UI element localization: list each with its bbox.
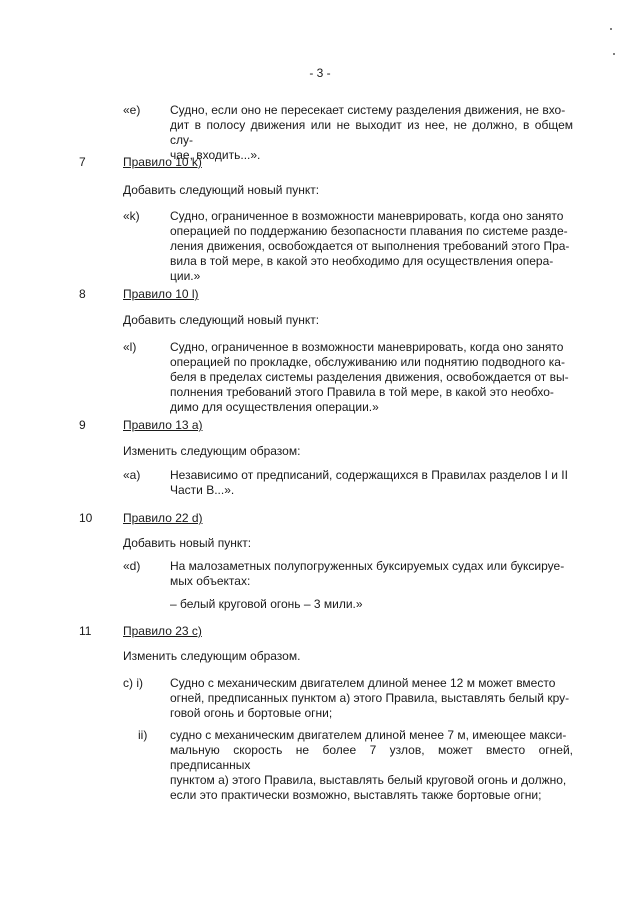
item-e-text	[170, 103, 573, 163]
section-8-text	[170, 340, 573, 415]
text-line: Независимо от предписаний, содержащихся в Правилах разделов I и II	[170, 468, 568, 482]
text-line: Судно, ограниченное в возможности маневрировать, когда оно занято	[170, 340, 564, 354]
section-9-mark: «a)	[123, 468, 141, 482]
scan-speck	[610, 28, 612, 30]
text-line: Судно с механическим двигателем длиной менее 12 м может вместо	[170, 676, 556, 690]
section-8-number: 8	[79, 287, 86, 301]
text-line: Части B...».	[170, 483, 235, 497]
subitem-ii-text	[170, 728, 573, 803]
subitem-c-i-mark: c) i)	[123, 676, 143, 690]
text-line: чае, входить...».	[170, 148, 261, 162]
text-line: огней, предписанных пунктом a) этого Правила, выставлять белый кру-	[170, 691, 570, 705]
section-7-text	[170, 209, 573, 284]
text-line: пунктом a) этого Правила, выставлять белый круговой огонь и должно,	[170, 773, 567, 787]
section-8-instruction: Добавить следующий новый пункт:	[123, 313, 320, 327]
section-9-number: 9	[79, 418, 86, 432]
section-10-instruction: Добавить новый пункт:	[123, 536, 252, 550]
subitem-c-i-text	[170, 676, 573, 721]
page-number: - 3 -	[309, 66, 331, 80]
text-line: На малозаметных полупогруженных буксируемых судах или буксируе-	[170, 559, 565, 573]
text-line: если это практически возможно, выставлять также бортовые огни;	[170, 788, 542, 802]
text-line: ции.»	[170, 269, 201, 283]
section-11-title: Правило 23 c)	[123, 624, 202, 638]
section-7-number: 7	[79, 155, 86, 169]
section-10-title: Правило 22 d)	[123, 511, 203, 525]
text-line: Судно, ограниченное в возможности маневрировать, когда оно занято	[170, 209, 564, 223]
section-10-number: 10	[79, 511, 93, 525]
section-10-dash-item: – белый круговой огонь – 3 мили.»	[170, 597, 363, 611]
item-e-mark: «e)	[123, 103, 141, 117]
text-line: говой огонь и бортовые огни;	[170, 706, 333, 720]
section-9-text	[170, 468, 573, 498]
text-line: ления движения, освобождается от выполнения требований этого Пра-	[170, 239, 570, 253]
text-line: мых объектах:	[170, 574, 251, 588]
section-7-instruction: Добавить следующий новый пункт:	[123, 183, 320, 197]
text-line: операцией по прокладке, обслуживанию или поднятию подводного ка-	[170, 355, 565, 369]
section-9-instruction: Изменить следующим образом:	[123, 444, 301, 458]
section-7-title: Правило 10 k)	[123, 155, 202, 169]
scan-speck	[613, 53, 615, 55]
subitem-ii-mark: ii)	[138, 728, 148, 742]
section-8-mark: «l)	[123, 340, 137, 354]
section-7-mark: «k)	[123, 209, 140, 223]
text-line: Судно, если оно не пересекает систему разделения движения, не вхо-	[170, 103, 566, 117]
text-line: беля в пределах системы разделения движения, освобождается от вы-	[170, 370, 569, 384]
section-11-instruction: Изменить следующим образом.	[123, 649, 301, 663]
text-line: полнения требований этого Правила в той мере, в какой это необхо-	[170, 385, 554, 399]
section-11-number: 11	[79, 624, 92, 638]
text-line: судно с механическим двигателем длиной менее 7 м, имеющее макси-	[170, 728, 567, 742]
text-line: вила в той мере, в какой это необходимо для осуществления опера-	[170, 254, 554, 268]
text-line: мальную скорость не более 7 узлов, может вместо огней, предписанных	[170, 743, 573, 772]
text-line: дит в полосу движения или не выходит из нее, не должно, в общем слу-	[170, 118, 573, 147]
text-line: операцией по поддержанию безопасности плавания по системе разде-	[170, 224, 568, 238]
section-10-text	[170, 559, 573, 589]
section-8-title: Правило 10 l)	[123, 287, 199, 301]
section-9-title: Правило 13 a)	[123, 418, 203, 432]
text-line: димо для осуществления операции.»	[170, 400, 379, 414]
section-10-mark: «d)	[123, 559, 141, 573]
